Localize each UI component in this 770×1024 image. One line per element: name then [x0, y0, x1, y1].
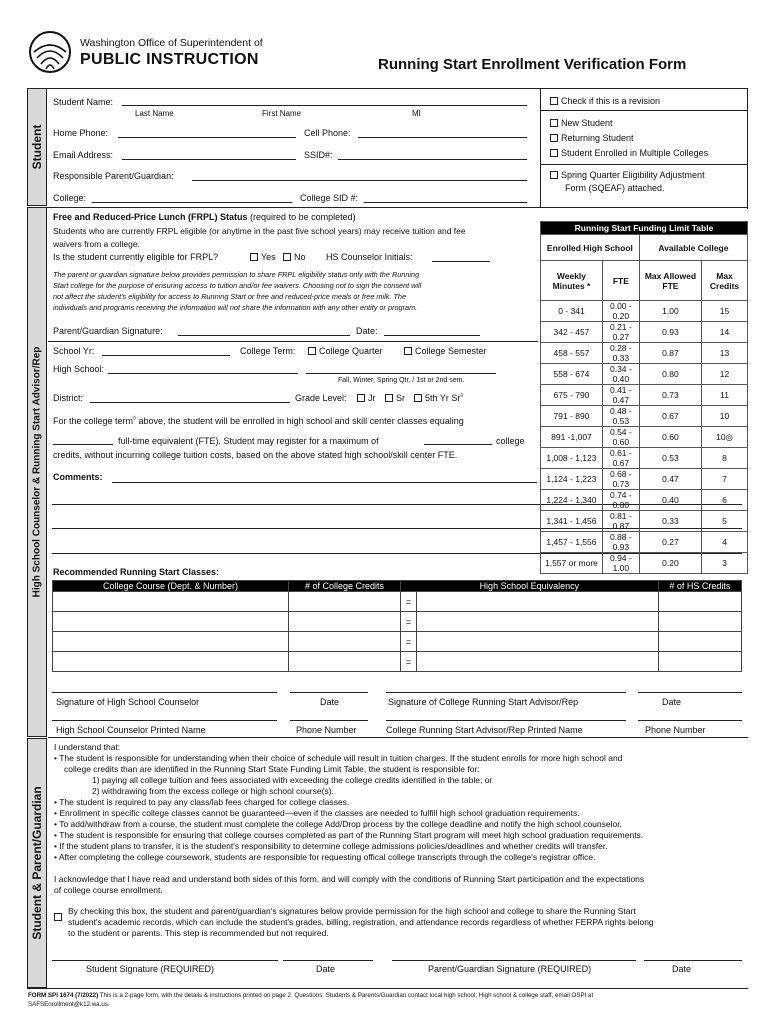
- funding-cell: 0.67: [639, 406, 701, 427]
- funding-row: [541, 322, 748, 343]
- frpl-title: Free and Reduced-Price Lunch (FRPL) Status (required to be completed): [53, 212, 356, 222]
- funding-cell: 8: [702, 448, 748, 469]
- funding-cell: 1,124 - 1,223: [541, 469, 603, 490]
- footer-line-2: SAFSEnrollment@k12.wa.us.: [28, 1001, 110, 1008]
- class-row[interactable]: [53, 632, 742, 652]
- funding-cell: 11: [702, 385, 748, 406]
- hs-phone-field[interactable]: [290, 720, 368, 721]
- college-field[interactable]: [92, 202, 292, 203]
- funding-row: [541, 427, 748, 448]
- hs-equivalency-cell[interactable]: [417, 592, 659, 612]
- equals-sign: =: [401, 632, 417, 652]
- funding-cell: 0.80: [639, 364, 701, 385]
- funding-cell: 0.21 - 0.27: [602, 322, 639, 343]
- fte-field[interactable]: [53, 444, 113, 445]
- funding-cell: 4: [702, 532, 748, 553]
- college-credits-cell[interactable]: [289, 652, 401, 672]
- funding-cell: 0.53: [639, 448, 701, 469]
- home-phone-field[interactable]: [118, 137, 296, 138]
- funding-cell: 675 - 790: [541, 385, 603, 406]
- funding-cell: 10: [702, 406, 748, 427]
- funding-cell: 6: [702, 490, 748, 511]
- funding-cell: 0.87: [639, 343, 701, 364]
- funding-cell: 0.73: [639, 385, 701, 406]
- grade-5th-checkbox[interactable]: 5th Yr Sr◊: [414, 393, 463, 403]
- school-year-field[interactable]: [102, 355, 230, 356]
- hs-credits-cell[interactable]: [658, 632, 741, 652]
- rs-name-field[interactable]: [386, 720, 626, 721]
- high-school-field[interactable]: [108, 373, 298, 374]
- funding-cell: 1,224 - 1,340: [541, 490, 603, 511]
- funding-row: [541, 301, 748, 322]
- equals-sign: =: [401, 612, 417, 632]
- frpl-no-checkbox[interactable]: No: [283, 252, 306, 262]
- class-row[interactable]: [53, 652, 742, 672]
- funding-cell: 14: [702, 322, 748, 343]
- college-course-cell[interactable]: [53, 632, 289, 652]
- funding-cell: 0 - 341: [541, 301, 603, 322]
- funding-row: [541, 385, 748, 406]
- college-course-cell[interactable]: [53, 592, 289, 612]
- student-date-field[interactable]: [283, 960, 373, 961]
- funding-cell: 1,557 or more: [541, 553, 603, 574]
- hs-equivalency-cell[interactable]: [417, 652, 659, 672]
- parent-date-field[interactable]: [644, 960, 742, 961]
- hs-credits-cell[interactable]: [658, 612, 741, 632]
- funding-cell: 0.00 - 0.20: [602, 301, 639, 322]
- hs-equivalency-cell[interactable]: [417, 612, 659, 632]
- college-course-cell[interactable]: [53, 652, 289, 672]
- footer-line-1: FORM SPI 1674 (7/2022) This is a 2-page form, with the details & instructions printed on page 2. Questions: Students & Parents/Guardian contact local high school; High school & college staff, email OSPI at: [28, 992, 594, 999]
- funding-row: [541, 490, 748, 511]
- funding-cell: 0.34 - 0.40: [602, 364, 639, 385]
- funding-cell: 5: [702, 511, 748, 532]
- equals-sign: =: [401, 652, 417, 672]
- hs-credits-cell[interactable]: [658, 592, 741, 612]
- funding-cell: 0.40: [639, 490, 701, 511]
- funding-cell: 0.68 - 0.73: [602, 469, 639, 490]
- term-text: For the college term◊ above, the student will be enrolled in high school and skill center classes equaling: [53, 416, 464, 426]
- form-title: Running Start Enrollment Verification Form: [378, 56, 687, 73]
- funding-cell: 10◎: [702, 427, 748, 448]
- funding-cell: 0.61 - 0.67: [602, 448, 639, 469]
- hs-counselor-name-field[interactable]: [52, 720, 277, 721]
- counselor-initials-field[interactable]: [432, 261, 490, 262]
- funding-cell: 0.88 - 0.93: [602, 532, 639, 553]
- funding-row: [541, 364, 748, 385]
- funding-cell: 1,457 - 1,556: [541, 532, 603, 553]
- class-row[interactable]: [53, 592, 742, 612]
- counselor-side-label: High School Counselor & Running Start Advisor/Rep: [27, 207, 47, 737]
- funding-cell: 0.93: [639, 322, 701, 343]
- college-sid-field[interactable]: [364, 202, 527, 203]
- frpl-parent-signature-field[interactable]: [178, 335, 350, 336]
- funding-cell: 3: [702, 553, 748, 574]
- funding-row: [541, 448, 748, 469]
- grade-sr-checkbox[interactable]: Sr: [385, 393, 405, 403]
- funding-row: [541, 343, 748, 364]
- student-side-label: Student: [27, 88, 47, 206]
- college-semester-checkbox[interactable]: College Semester: [404, 346, 487, 356]
- funding-cell: 0.20: [639, 553, 701, 574]
- funding-limit-table: Running Start Funding Limit Table Enrolled High School Available College Weekly Minutes * FTE Max Allowed FTE Max Credits 0 - 341 0.00 - 0.20 1.00 15 342 - 457 0.21 - 0.27 0.93 14 458 - 557 0.28 - 0.33 0.87 13 558 - 674 0.34 - 0.40 0.80 12 675 - 790 0.41 - 0.47 0.73 11 791 - 890 0.48 - 0.53 0.67 10 891 -1,007 0.54 - 0.60 0.60 10◎ 1,008 - 1,123 0.61 - 0.67 0.53 8 1,124 - 1,223 0.68 - 0.73 0.47 7 1,224 - 1,340 0.74 - 0.80 0.40 6 1,341 - 1,456 0.81 - 0.87 0.33 5 1,457 - 1,556 0.88 - 0.93 0.27 4 1,557 or more 0.94 - 1.00 0.20 3: [540, 221, 748, 574]
- funding-table-title: Running Start Funding Limit Table: [541, 222, 748, 235]
- cell-phone-field[interactable]: [358, 137, 527, 138]
- college-credits-cell[interactable]: [289, 632, 401, 652]
- funding-cell: 0.81 - 0.87: [602, 511, 639, 532]
- agency-name-bold: PUBLIC INSTRUCTION: [80, 51, 259, 68]
- hs-counselor-signature-field[interactable]: [52, 692, 277, 693]
- funding-cell: 7: [702, 469, 748, 490]
- funding-cell: 0.47: [639, 469, 701, 490]
- hs-equivalency-cell[interactable]: [417, 632, 659, 652]
- max-credits-field[interactable]: [424, 444, 492, 445]
- funding-cell: 891 -1,007: [541, 427, 603, 448]
- agency-name: Washington Office of Superintendent of: [80, 37, 263, 49]
- funding-row: [541, 406, 748, 427]
- comments-line-1[interactable]: [112, 482, 537, 483]
- parent-side-label: Student & Parent/Guardian: [27, 738, 47, 988]
- recommended-classes-table: College Course (Dept. & Number) # of College Credits High School Equivalency # of HS Credits = = = =: [52, 580, 742, 672]
- multiple-colleges-checkbox[interactable]: Student Enrolled in Multiple Colleges: [550, 148, 708, 158]
- funding-row: [541, 511, 748, 532]
- funding-cell: 0.28 - 0.33: [602, 343, 639, 364]
- rs-signature-field[interactable]: [386, 692, 626, 693]
- ferpa-permission-checkbox[interactable]: [54, 907, 65, 925]
- funding-cell: 12: [702, 364, 748, 385]
- returning-student-checkbox[interactable]: Returning Student: [550, 133, 634, 143]
- ospi-logo-icon: [28, 30, 72, 74]
- funding-cell: 13: [702, 343, 748, 364]
- sqeaf-checkbox[interactable]: Spring Quarter Eligibility Adjustment: [550, 170, 705, 180]
- hs-date-field[interactable]: [290, 692, 368, 693]
- college-quarter-checkbox[interactable]: College Quarter: [308, 346, 383, 356]
- college-course-cell[interactable]: [53, 612, 289, 632]
- funding-cell: 1.00: [639, 301, 701, 322]
- frpl-date-field[interactable]: [384, 335, 480, 336]
- revision-checkbox[interactable]: Check if this is a revision: [550, 96, 660, 106]
- college-credits-cell[interactable]: [289, 612, 401, 632]
- class-row[interactable]: [53, 612, 742, 632]
- rs-phone-field[interactable]: [638, 720, 742, 721]
- funding-cell: 1,008 - 1,123: [541, 448, 603, 469]
- funding-cell: 0.94 - 1.00: [602, 553, 639, 574]
- term-field[interactable]: [306, 373, 496, 374]
- funding-cell: 0.48 - 0.53: [602, 406, 639, 427]
- funding-cell: 0.60: [639, 427, 701, 448]
- funding-row: [541, 469, 748, 490]
- district-field[interactable]: [90, 402, 290, 403]
- funding-cell: 0.54 - 0.60: [602, 427, 639, 448]
- ssid-field[interactable]: [338, 159, 527, 160]
- funding-cell: 0.33: [639, 511, 701, 532]
- hs-credits-cell[interactable]: [658, 652, 741, 672]
- funding-cell: 342 - 457: [541, 322, 603, 343]
- parent-signature-field[interactable]: [392, 960, 636, 961]
- funding-row: [541, 553, 748, 574]
- new-student-checkbox[interactable]: New Student: [550, 118, 613, 128]
- funding-cell: 558 - 674: [541, 364, 603, 385]
- student-signature-field[interactable]: [52, 960, 278, 961]
- parent-guardian-field[interactable]: [192, 180, 527, 181]
- funding-cell: 15: [702, 301, 748, 322]
- funding-cell: 1,341 - 1,456: [541, 511, 603, 532]
- funding-cell: 0.27: [639, 532, 701, 553]
- email-field[interactable]: [122, 159, 296, 160]
- equals-sign: =: [401, 592, 417, 612]
- college-credits-cell[interactable]: [289, 592, 401, 612]
- funding-cell: 0.74 - 0.80: [602, 490, 639, 511]
- rs-date-field[interactable]: [638, 692, 742, 693]
- funding-cell: 791 - 890: [541, 406, 603, 427]
- frpl-yes-checkbox[interactable]: Yes: [250, 252, 276, 262]
- funding-cell: 458 - 557: [541, 343, 603, 364]
- funding-row: [541, 532, 748, 553]
- funding-cell: 0.41 - 0.47: [602, 385, 639, 406]
- student-name-field[interactable]: [122, 105, 527, 106]
- grade-jr-checkbox[interactable]: Jr: [357, 393, 376, 403]
